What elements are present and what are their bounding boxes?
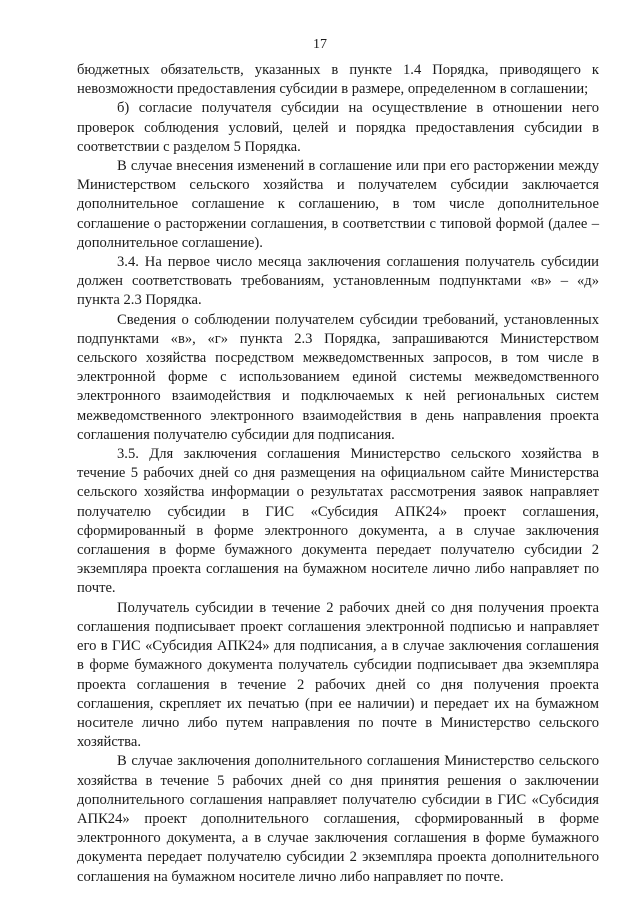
paragraph-compliance-info: Сведения о соблюдении получателем субсидии требований, установленных подпунктами «в», «г» пункта 2.3 Порядка, запрашиваются Министерством сельского хозяйства посредством межведомственных запросов, в том числе в электронной форме с использованием единой системы межведомственного электронного взаимодействия и подключаемых к ней региональных систем межведомственного электронного взаимодействия в день направления проекта соглашения получателю субсидии для подписания. — [77, 311, 599, 443]
paragraph-3-4: 3.4. На первое число месяца заключения соглашения получатель субсидии должен соответствовать требованиям, установленным подпунктами «в» – «д» пункта 2.3 Порядка. — [77, 254, 599, 309]
paragraph-item-b: б) согласие получателя субсидии на осуществление в отношении него проверок соблюдения условий, целей и порядка предоставления субсидии в соответствии с разделом 5 Порядка. — [77, 100, 599, 155]
paragraph-3-5: 3.5. Для заключения соглашения Министерство сельского хозяйства в течение 5 рабочих дней со дня размещения на официальном сайте Министерства сельского хозяйства информации о результатах рассмотрения заявок направляет получателю субсидии в ГИС «Субсидия АПК24» проект соглашения, сформированный в форме электронного документа, а в случае заключения соглашения в форме бумажного документа передает получателю субсидии 2 экземпляра проекта соглашения на бумажном носителе лично либо направляет по почте. — [77, 446, 599, 597]
page-number: 17 — [313, 37, 327, 52]
document-body — [77, 61, 599, 887]
paragraph-amendment: В случае внесения изменений в соглашение или при его расторжении между Министерством сельского хозяйства и получателем субсидии заключается дополнительное соглашение к соглашению, в том числе дополнительное соглашение о расторжении соглашения, в соответствии с типовой формой (далее – дополнительное соглашение). — [77, 158, 599, 251]
paragraph-recipient-signing: Получатель субсидии в течение 2 рабочих дней со дня получения проекта соглашения подписывает проект соглашения электронной подписью и направляет его в ГИС «Субсидия АПК24» для подписания, а в случае заключения соглашения в форме бумажного документа получатель субсидии подписывает два экземпляра проекта соглашения в течение 2 рабочих дней со дня получения проекта соглашения, скрепляет их печатью (при ее наличии) и передает их на бумажном носителе лично либо путем направления по почте в Министерство сельского хозяйства. — [77, 599, 599, 751]
paragraph-additional-agreement: В случае заключения дополнительного соглашения Министерство сельского хозяйства в течение 5 рабочих дней со дня принятия решения о заключении дополнительного соглашения направляет получателю субсидии в ГИС «Субсидия АПК24» проект дополнительного соглашения, сформированный в форме электронного документа, а в случае заключения соглашения в форме бумажного документа передает получателю субсидии 2 экземпляра проекта дополнительного соглашения на бумажном носителе лично либо направляет по почте. — [77, 753, 599, 885]
paragraph-continuation: бюджетных обязательств, указанных в пункте 1.4 Порядка, приводящего к невозможности предоставления субсидии в размере, определенном в соглашении; — [77, 62, 599, 98]
